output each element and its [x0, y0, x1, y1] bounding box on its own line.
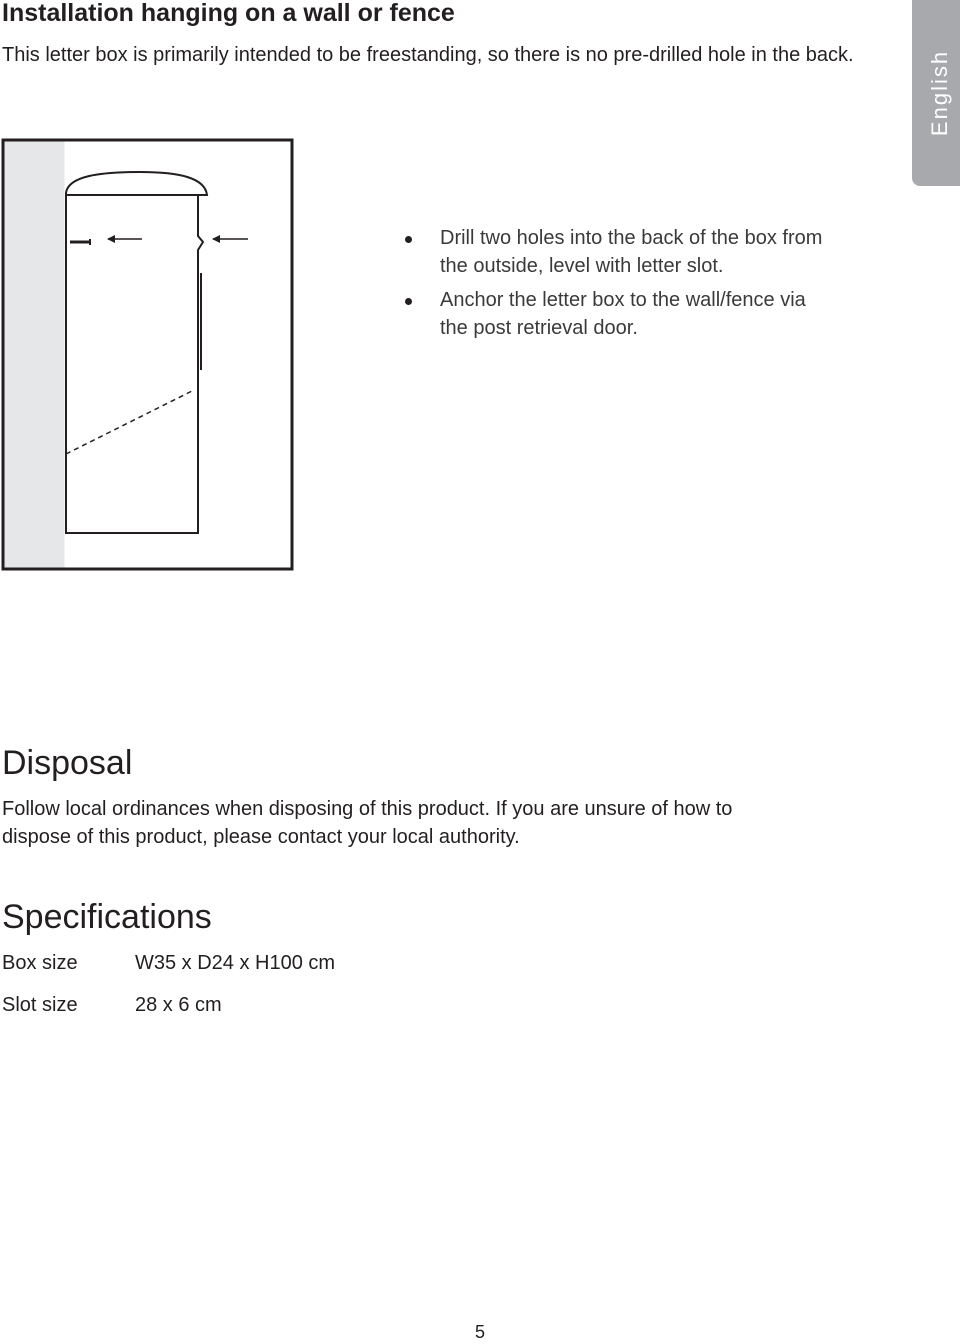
letter-box-body — [66, 195, 203, 533]
list-item — [405, 224, 835, 280]
spec-row — [2, 991, 222, 1019]
page-number: 5 — [474, 1322, 485, 1342]
language-tab — [912, 0, 960, 186]
spec-label: Box size — [2, 952, 78, 974]
spec-value: W35 x D24 x H100 cm — [135, 952, 336, 974]
spec-label: Slot size — [2, 994, 78, 1016]
installation-steps — [405, 224, 835, 348]
spec-row — [2, 949, 335, 977]
section-title-specifications: Specifications — [2, 898, 212, 936]
list-item — [405, 286, 835, 342]
section-title-disposal: Disposal — [2, 744, 133, 782]
disposal-text: Follow local ordinances when disposing of this product. If you are unsure of how to dispose of this product, please contact your local authority. — [2, 798, 733, 848]
section-title-installation: Installation hanging on a wall or fence — [2, 0, 455, 27]
wall-mount-illustration — [0, 138, 296, 572]
bullet-icon — [405, 298, 412, 305]
spec-value: 28 x 6 cm — [135, 994, 222, 1016]
bullet-icon — [405, 236, 412, 243]
wall — [5, 142, 65, 568]
step-text: Drill two holes into the back of the box from the outside, level with letter slot. — [440, 227, 823, 277]
language-tab-label: English — [927, 49, 952, 137]
step-text: Anchor the letter box to the wall/fence via the post retrieval door. — [440, 289, 806, 339]
installation-intro: This letter box is primarily intended to be freestanding, so there is no pre-drilled hole in the back. — [2, 44, 854, 66]
